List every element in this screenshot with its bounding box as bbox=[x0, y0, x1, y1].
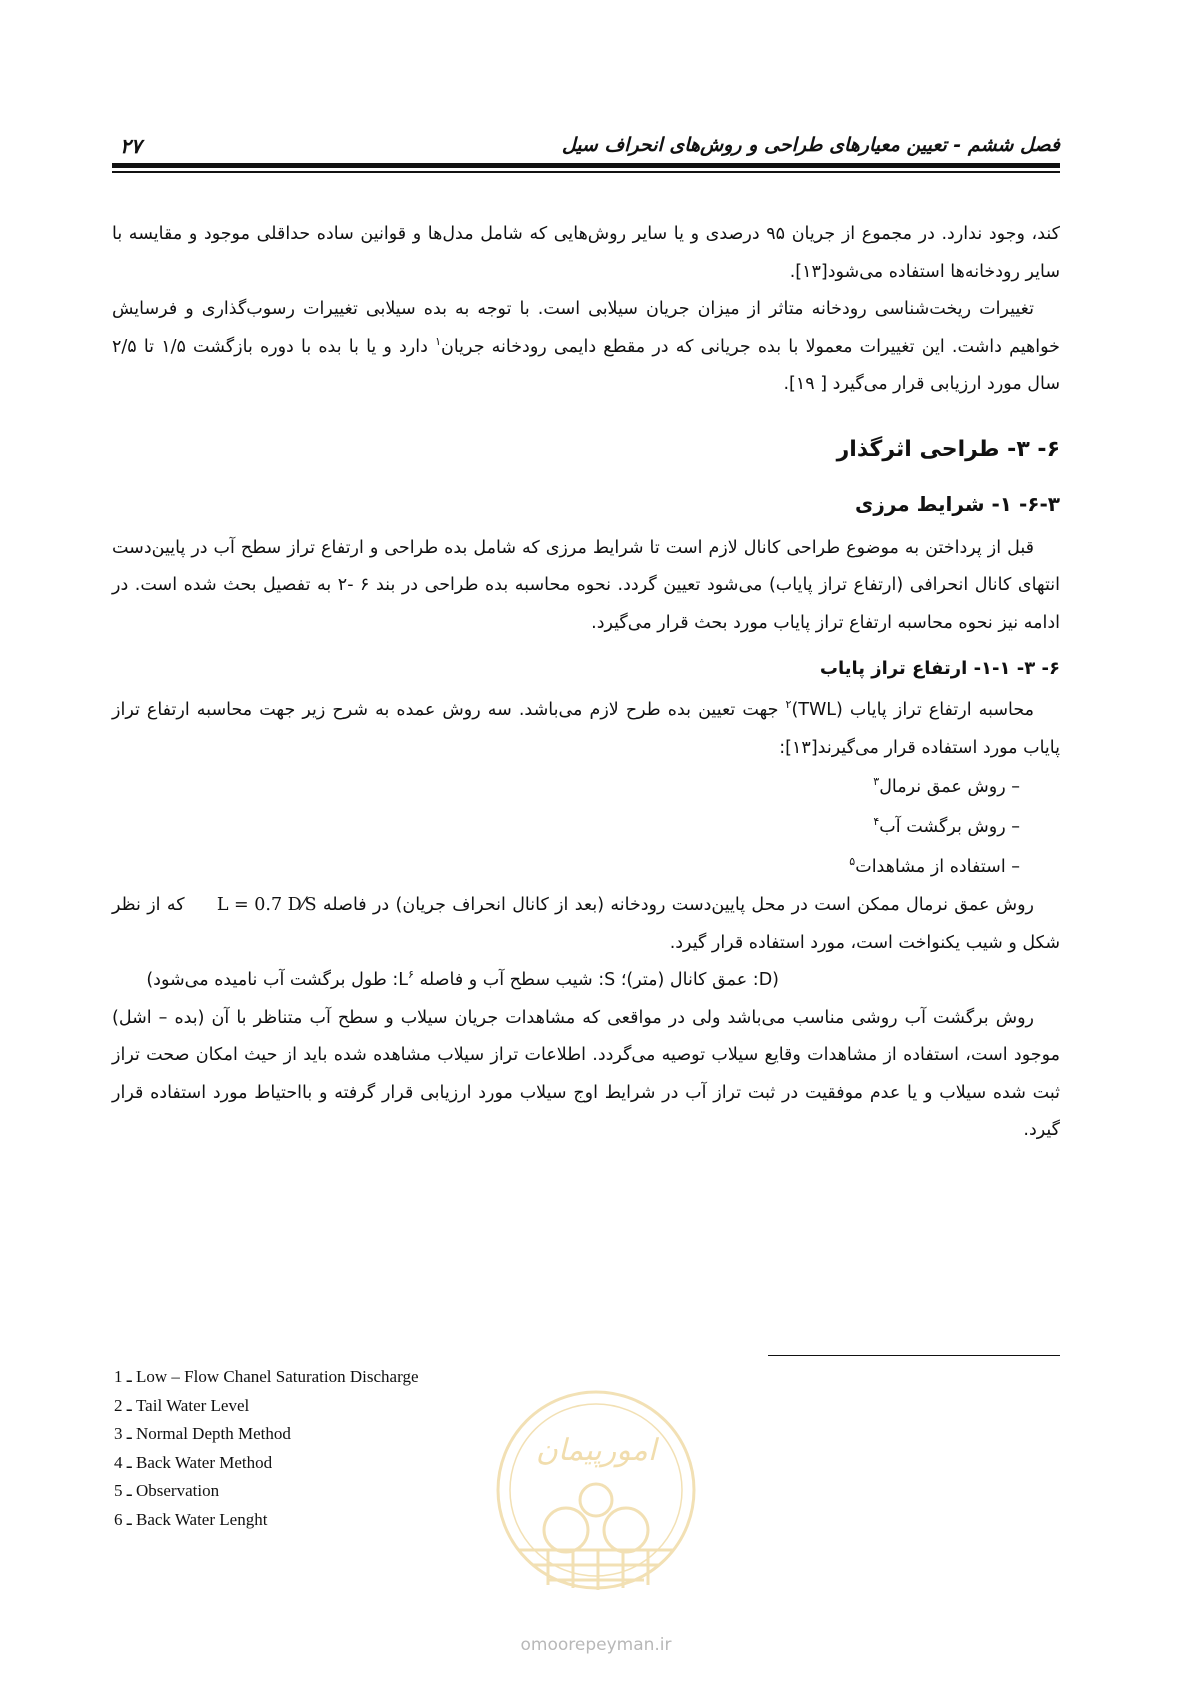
subsubsection-heading: ۶- ۳- ۱-۱- ارتفاع تراز پایاب bbox=[819, 658, 1060, 679]
paragraph-5-text-a: روش عمق نرمال ممکن است در محل پایین‌دست رودخانه (بعد از کانال انحراف جریان) در فاصله bbox=[316, 895, 1034, 915]
section-heading: ۶- ۳- طراحی اثرگذار bbox=[836, 436, 1060, 462]
header-rule-thick bbox=[112, 163, 1060, 168]
footnote-ref-5: ۵ bbox=[849, 855, 856, 869]
paragraph-5-text-b: که از نظر شکل و شیب یکنواخت است، مورد استفاده قرار گیرد. bbox=[112, 895, 1060, 953]
paragraph-6-text-a: (D: عمق کانال (متر)؛ S: شیب سطح آب و فاصله L bbox=[398, 970, 779, 990]
watermark-logo-text: امورپیمان bbox=[535, 1433, 657, 1468]
list-item-text: – روش عمق نرمال bbox=[879, 777, 1020, 797]
paragraph-4-text-b: جهت تعیین بده طرح لازم می‌باشد. سه روش عمده به شرح زیر جهت محاسبه ارتفاع تراز پایاب مورد استفاده قرار می‌گیرند[۱۳]: bbox=[112, 700, 1060, 758]
list-item bbox=[112, 767, 1020, 807]
chapter-title: فصل ششم - تعیین معیارهای طراحی و روش‌های انحراف سیل bbox=[561, 134, 1060, 156]
length-formula: L = 0.7 D⁄S bbox=[216, 895, 317, 915]
list-item bbox=[112, 847, 1020, 887]
footnote-3: 3 ـ Normal Depth Method bbox=[114, 1424, 291, 1443]
footnote-6: 6 ـ Back Water Lenght bbox=[114, 1509, 268, 1529]
paragraph-6 bbox=[112, 962, 1060, 1000]
footnote-ref-3: ۳ bbox=[873, 775, 880, 789]
list-item-text: – روش برگشت آب bbox=[879, 817, 1020, 837]
watermark-url: omoorepeyman.ir bbox=[520, 1635, 672, 1655]
page-number: ۲۷ bbox=[120, 134, 142, 158]
paragraph-7: روش برگشت آب روشی مناسب می‌باشد ولی در مواقعی که مشاهدات جریان سیلاب و سطح آب متناظر با آن (بده – اشل) موجود است، استفاده از مشاهدات وقایع سیلاب توصیه می‌گردد. اطلاعات تراز سیلاب مشاهده شده باید از حیث امکان صحت تراز ثبت شده سیلاب و یا عدم موفقیت در ثبت تراز آب در شرایط اوج سیلاب مورد ارزیابی قرار گرفته و بااحتیاط مورد استفاده قرار گیرد. bbox=[112, 1007, 1060, 1140]
footnote-ref-6: ۶ bbox=[407, 968, 414, 982]
footnote-5: 5 ـ Observation bbox=[114, 1481, 220, 1500]
footnote-ref-1: ۱ bbox=[435, 334, 441, 348]
paragraph-2 bbox=[112, 291, 1060, 404]
paragraph-6-text-b: : طول برگشت آب نامیده می‌شود) bbox=[146, 970, 399, 990]
header-rule-thin bbox=[112, 171, 1060, 173]
footnote-4: 4 ـ Back Water Method bbox=[114, 1452, 273, 1472]
footnote-2: 2 ـ Tail Water Level bbox=[114, 1395, 250, 1415]
subsection-heading: ۶-۳- ۱- شرایط مرزی bbox=[855, 491, 1060, 516]
methods-list bbox=[112, 767, 1060, 887]
watermark-seal-icon bbox=[478, 1380, 714, 1660]
paragraph-4 bbox=[112, 692, 1060, 767]
list-item-text: – استفاده از مشاهدات bbox=[855, 857, 1020, 877]
paragraph-2-text-b: دارد و یا با بده با دوره بازگشت ۱/۵ تا ۲/۵ سال مورد ارزیابی قرار می‌گیرد [ ۱۹]. bbox=[112, 336, 1060, 394]
footnote-separator bbox=[768, 1355, 1060, 1356]
paragraph-5 bbox=[112, 887, 1060, 962]
body-text bbox=[112, 216, 1060, 1150]
footnotes bbox=[114, 1363, 419, 1534]
list-item bbox=[112, 807, 1020, 847]
watermark-logo bbox=[478, 1380, 714, 1660]
footnote-1: 1 ـ Low – Flow Chanel Saturation Discharge bbox=[114, 1367, 419, 1386]
footnote-ref-2: ۲ bbox=[785, 698, 792, 712]
paragraph-1: کند، وجود ندارد. در مجموع از جریان ۹۵ درصدی و یا سایر روش‌هایی که شامل مدل‌ها و قوانین ساده حداقلی موجود و مقایسه با سایر رودخانه‌ها استفاده می‌شود[۱۳]. bbox=[112, 224, 1060, 282]
paragraph-4-text-a: محاسبه ارتفاع تراز پایاب (TWL) bbox=[791, 700, 1034, 720]
footnote-ref-4: ۴ bbox=[873, 815, 880, 829]
paragraph-2-text-a: تغییرات ریخت‌شناسی رودخانه متاثر از میزان جریان سیلابی است. با توجه به بده سیلابی تغییرات رسوب‌گذاری و فرسایش خواهیم داشت. این تغییرات معمولا با بده جریانی که در مقطع دایمی رودخانه جریان bbox=[112, 299, 1060, 357]
paragraph-3: قبل از پرداختن به موضوع طراحی کانال لازم است تا شرایط مرزی که شامل بده طراحی و ارتفاع تراز سطح آب در پایین‌دست انتهای کانال انحرافی (ارتفاع تراز پایاب) می‌شود تعیین گردد. نحوه محاسبه بده طراحی در بند ۶ -۲ به تفصیل بحث شده است. در ادامه نیز نحوه محاسبه ارتفاع تراز پایاب مورد بحث قرار می‌گیرد. bbox=[112, 537, 1060, 633]
